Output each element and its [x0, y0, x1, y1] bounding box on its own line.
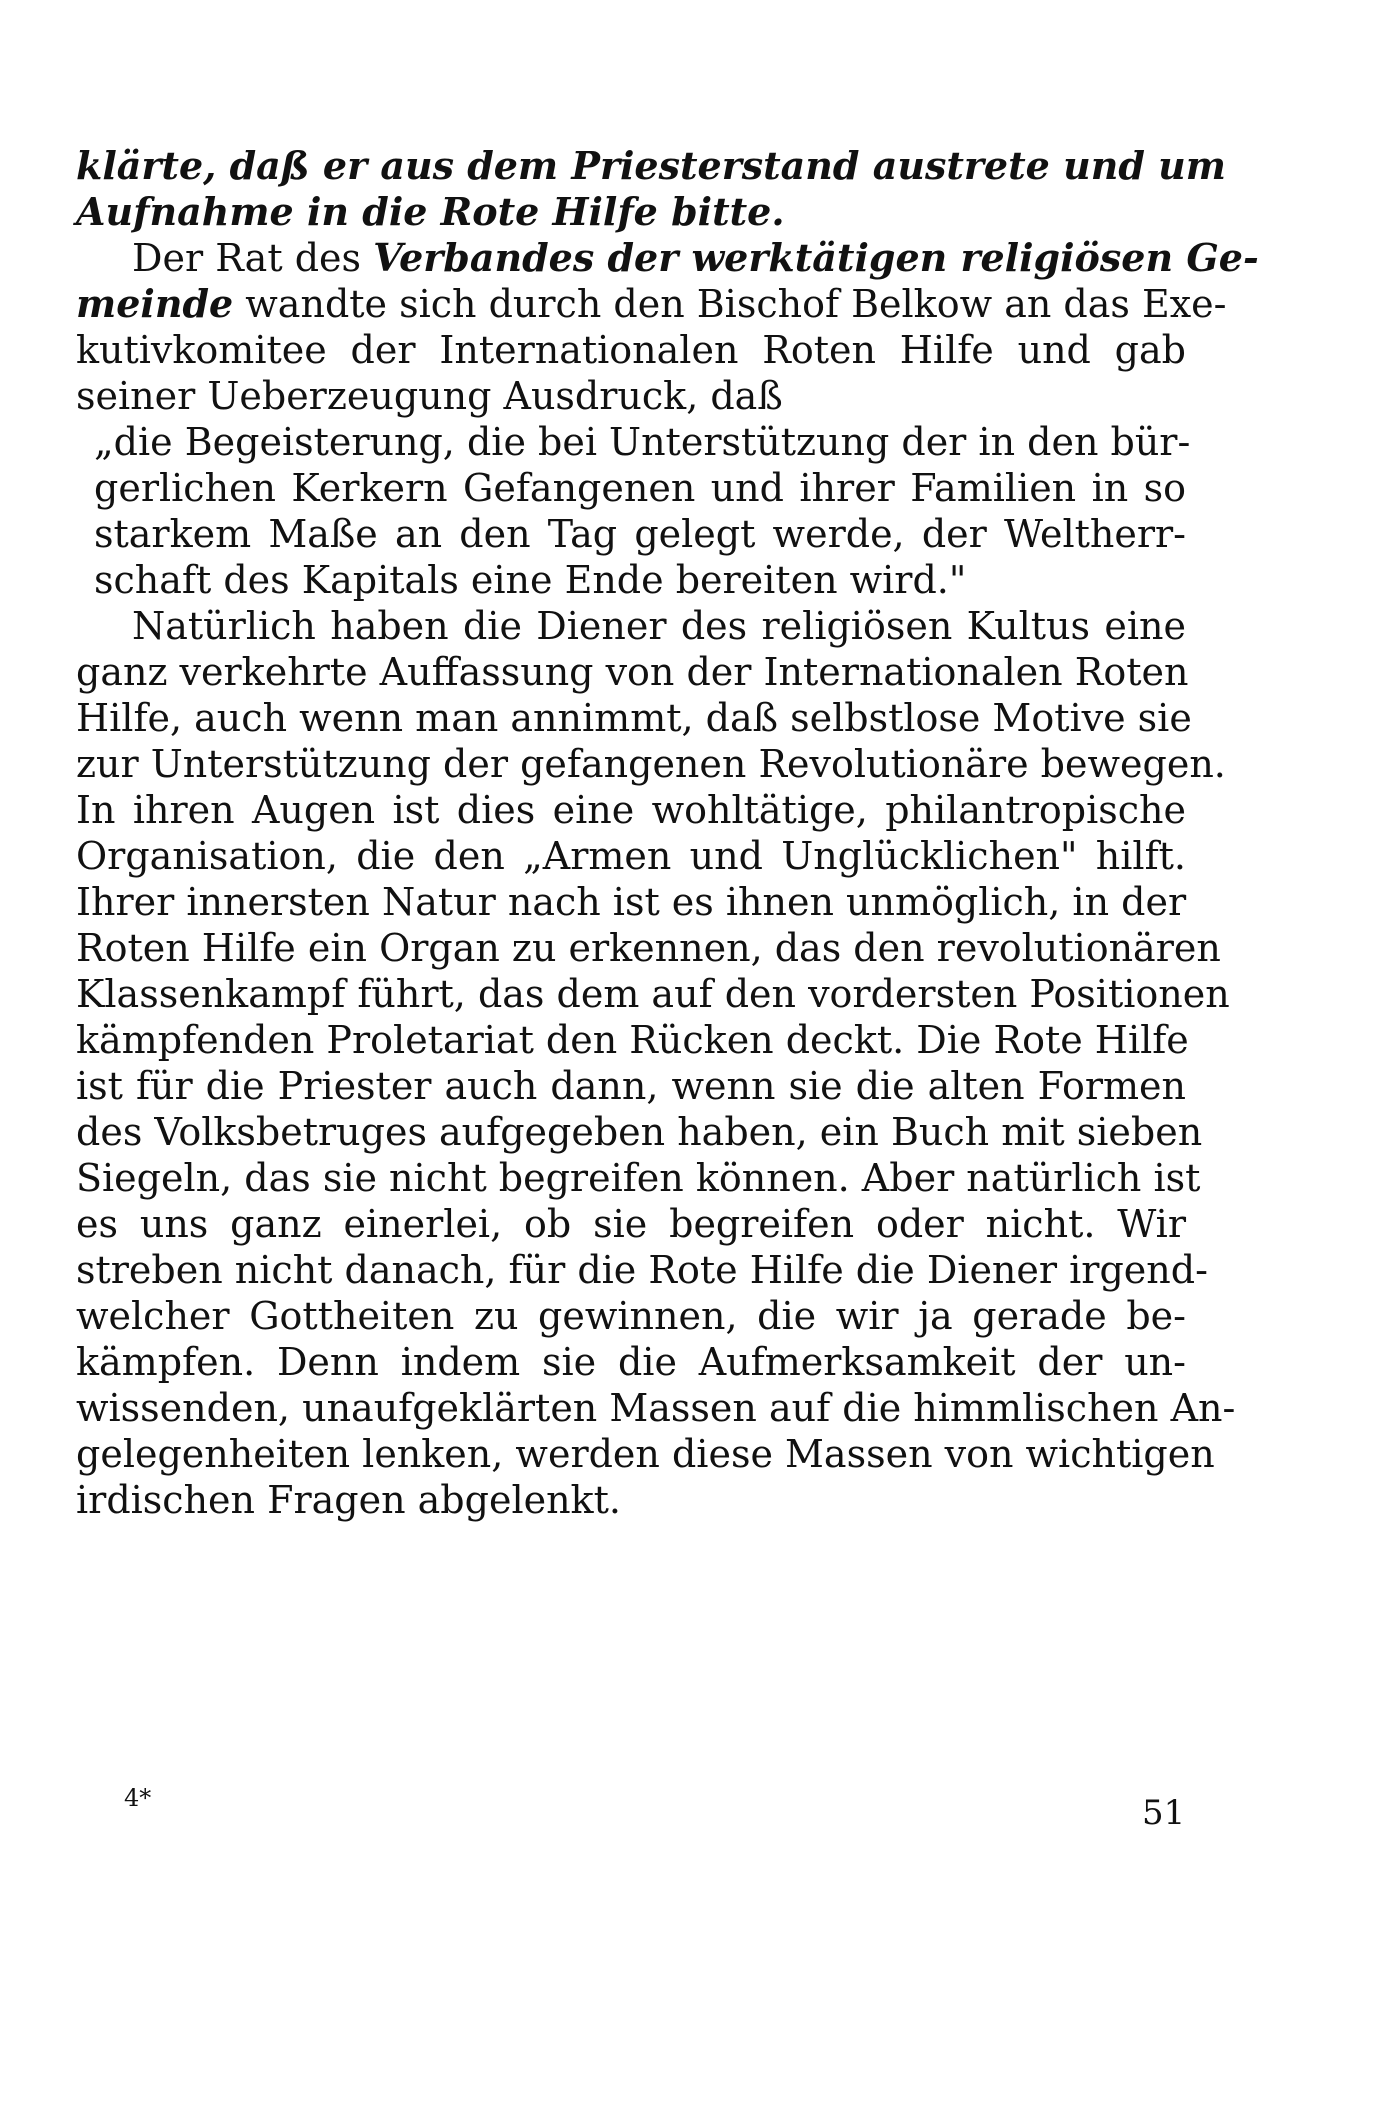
text-segment: Ihrer innersten Natur nach ist es ihnen unmöglich, in der [76, 880, 1187, 924]
text-line [76, 1017, 1189, 1063]
text-segment: kämpfen. Denn indem sie die Aufmerksamkeit der un- [76, 1340, 1186, 1384]
text-line [76, 1339, 1186, 1385]
text-line [76, 787, 1186, 833]
text-line [76, 235, 1259, 281]
text-line [76, 465, 1186, 511]
text-line [76, 1109, 1203, 1155]
text-segment: wandte sich durch den Bischof Belkow an das Exe- [233, 282, 1227, 326]
text-segment: Der Rat des [132, 236, 374, 280]
text-segment: wissenden, unaufgeklärten Massen auf die himmlischen An- [76, 1386, 1236, 1430]
text-segment: Organisation, die den „Armen und Unglücklichen" hilft. [76, 834, 1186, 878]
text-line [76, 1293, 1186, 1339]
text-segment: gerlichen Kerkern Gefangenen und ihrer Familien in so [94, 466, 1186, 510]
text-segment: schaft des Kapitals eine Ende bereiten wird." [94, 558, 967, 602]
text-line [76, 879, 1186, 925]
signature-mark: 4* [124, 1784, 152, 1812]
text-line [76, 1247, 1208, 1293]
text-line [76, 1385, 1236, 1431]
text-segment: gelegenheiten lenken, werden diese Massen von wichtigen [76, 1432, 1215, 1476]
text-segment: es uns ganz einerlei, ob sie begreifen oder nicht. Wir [76, 1202, 1186, 1246]
text-segment: Roten Hilfe ein Organ zu erkennen, das den revolutionären [76, 926, 1221, 970]
text-line [76, 1155, 1201, 1201]
italic-text: klärte, daß er aus dem Priesterstand austrete und um [76, 143, 1226, 188]
text-segment: Siegeln, das sie nicht begreifen können. Aber natürlich ist [76, 1156, 1201, 1200]
page-number: 51 [1142, 1793, 1186, 1833]
text-line [76, 373, 1186, 419]
text-line [76, 833, 1186, 879]
text-segment: des Volksbetruges aufgegeben haben, ein Buch mit sieben [76, 1110, 1203, 1154]
italic-text: Verbandes der werktätigen religiösen Ge- [373, 235, 1259, 280]
text-segment: Klassenkampf führt, das dem auf den vordersten Positionen [76, 972, 1230, 1016]
text-line [76, 695, 1192, 741]
text-line [76, 511, 1186, 557]
text-segment: starkem Maße an den Tag gelegt werde, der Weltherr- [94, 512, 1186, 556]
text-line [76, 925, 1221, 971]
text-line [76, 649, 1189, 695]
text-line [76, 281, 1227, 327]
text-segment: ist für die Priester auch dann, wenn sie die alten Formen [76, 1064, 1186, 1108]
text-segment: streben nicht danach, für die Rote Hilfe die Diener irgend- [76, 1248, 1208, 1292]
italic-text: meinde [76, 281, 234, 326]
text-line [76, 603, 1186, 649]
text-line [76, 1477, 1186, 1523]
text-segment: kutivkomitee der Internationalen Roten Hilfe und gab [76, 328, 1186, 372]
text-segment: In ihren Augen ist dies eine wohltätige, philantropische [76, 788, 1186, 832]
text-line [76, 1063, 1186, 1109]
text-line [76, 1431, 1215, 1477]
text-line [76, 741, 1226, 787]
text-segment: zur Unterstützung der gefangenen Revolutionäre bewegen. [76, 742, 1226, 786]
text-line [76, 189, 1186, 235]
text-line [76, 1201, 1186, 1247]
italic-text: Aufnahme in die Rote Hilfe bitte. [76, 189, 785, 234]
text-segment: Hilfe, auch wenn man annimmt, daß selbstlose Motive sie [76, 696, 1192, 740]
text-line [76, 971, 1230, 1017]
text-segment: seiner Ueberzeugung Ausdruck, daß [76, 374, 783, 418]
text-segment: ganz verkehrte Auffassung von der Internationalen Roten [76, 650, 1189, 694]
text-segment: „die Begeisterung, die bei Unterstützung der in den bür- [94, 420, 1191, 464]
text-line [76, 419, 1191, 465]
text-line [76, 143, 1226, 189]
text-segment: kämpfenden Proletariat den Rücken deckt. Die Rote Hilfe [76, 1018, 1189, 1062]
text-segment: welcher Gottheiten zu gewinnen, die wir ja gerade be- [76, 1294, 1186, 1338]
text-line [76, 557, 1186, 603]
text-line [76, 327, 1186, 373]
text-segment: irdischen Fragen abgelenkt. [76, 1478, 621, 1522]
text-segment: Natürlich haben die Diener des religiösen Kultus eine [132, 604, 1186, 648]
body-text [76, 143, 1259, 1523]
